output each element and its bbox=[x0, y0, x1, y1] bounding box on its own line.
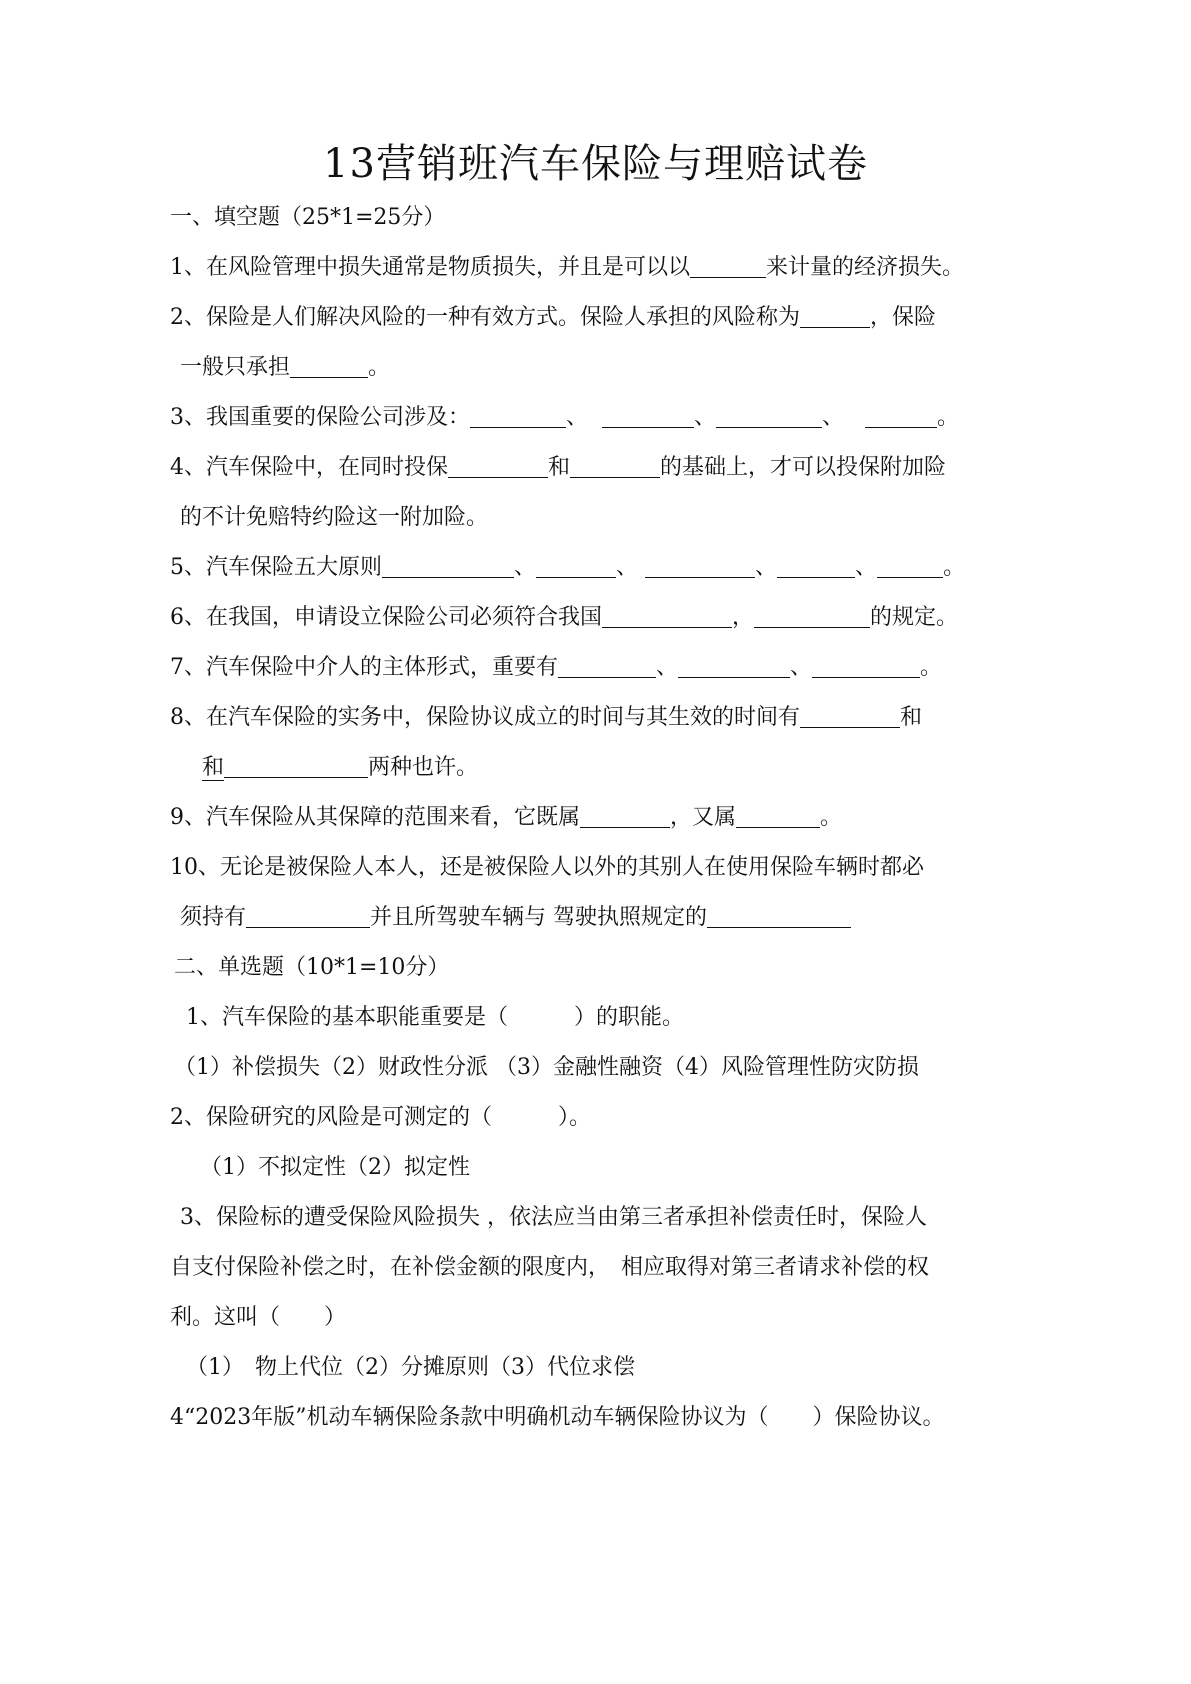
question-7-text-a: 7、汽车保险中介人的主体形式，重要有 bbox=[170, 655, 558, 680]
question-10-cont bbox=[180, 903, 851, 933]
question-4-text-b: 和 bbox=[548, 455, 571, 480]
mc-question-2-stem: 2、保险研究的风险是可测定的（ ）。 bbox=[170, 1105, 591, 1130]
question-10-text-c: 并且所驾驶车辆与 驾驶执照规定的 bbox=[370, 905, 708, 930]
answer-blank[interactable] bbox=[602, 605, 732, 628]
answer-blank[interactable] bbox=[645, 555, 755, 578]
answer-blank[interactable] bbox=[812, 655, 920, 678]
mc-question-1-stem: 1、汽车保险的基本职能重要是（ ）的职能。 bbox=[186, 1005, 684, 1030]
answer-blank[interactable] bbox=[382, 555, 514, 578]
answer-blank[interactable] bbox=[736, 805, 820, 828]
separator: 、 bbox=[616, 555, 639, 580]
answer-blank[interactable] bbox=[877, 555, 943, 578]
question-8 bbox=[170, 703, 922, 733]
separator: 、 bbox=[790, 655, 813, 680]
section-heading-fill-in: 一、填空题（25*1=25分） bbox=[170, 205, 446, 230]
question-4 bbox=[170, 453, 946, 483]
question-9-text-a: 9、汽车保险从其保障的范围来看，它既属 bbox=[170, 805, 580, 830]
mc-question-3-options[interactable]: （1） 物上代位（2）分摊原则（3）代位求偿 bbox=[186, 1355, 635, 1380]
mc-question-1-options[interactable]: （1）补偿损失（2）财政性分派 （3）金融性融资（4）风险管理性防灾防损 bbox=[174, 1055, 919, 1080]
question-6-text-b: ， bbox=[732, 605, 755, 630]
separator: 、 bbox=[694, 405, 717, 430]
answer-blank[interactable] bbox=[678, 655, 790, 678]
question-5-text-a: 5、汽车保险五大原则 bbox=[170, 555, 382, 580]
answer-blank[interactable] bbox=[777, 555, 855, 578]
question-1 bbox=[170, 253, 964, 283]
question-1-text-a: 1、在风险管理中损失通常是物质损失，并且是可以以 bbox=[170, 255, 690, 280]
question-2-cont bbox=[180, 353, 390, 383]
answer-blank[interactable] bbox=[224, 755, 368, 778]
terminator: 。 bbox=[943, 555, 966, 580]
question-4-cont bbox=[180, 503, 488, 533]
question-9 bbox=[170, 803, 842, 833]
separator: 、 bbox=[566, 405, 589, 430]
question-6-text-a: 6、在我国，申请设立保险公司必须符合我国 bbox=[170, 605, 602, 630]
terminator: 。 bbox=[937, 405, 960, 430]
answer-blank[interactable] bbox=[865, 405, 937, 428]
question-4-text-a: 4、汽车保险中，在同时投保 bbox=[170, 455, 448, 480]
question-8-text-c: 和 bbox=[202, 755, 225, 780]
answer-blank[interactable] bbox=[800, 705, 900, 728]
question-2-text-c: 一般只承担 bbox=[180, 355, 291, 380]
question-1-text-b: 来计量的经济损失。 bbox=[766, 255, 965, 280]
question-8-text-b: 和 bbox=[900, 705, 923, 730]
question-2-text-d: 。 bbox=[368, 355, 391, 380]
question-6 bbox=[170, 603, 958, 633]
mc-question-3-line-2: 自支付保险补偿之时，在补偿金额的限度内， 相应取得对第三者请求补偿的权 bbox=[170, 1255, 930, 1280]
answer-blank[interactable] bbox=[570, 455, 660, 478]
question-6-text-c: 的规定。 bbox=[870, 605, 959, 630]
page-title: 13营销班汽车保险与理赔试卷 bbox=[323, 141, 868, 187]
answer-blank[interactable] bbox=[690, 255, 766, 278]
separator: 、 bbox=[514, 555, 537, 580]
answer-blank[interactable] bbox=[580, 805, 670, 828]
question-4-text-d: 的不计免赔特约险这一附加险。 bbox=[180, 505, 489, 530]
mc-question-4-stem: 4“2023年版”机动车辆保险条款中明确机动车辆保险协议为（ ）保险协议。 bbox=[170, 1405, 945, 1430]
separator: 、 bbox=[656, 655, 679, 680]
mc-question-3-line-1: 3、保险标的遭受保险风险损失 ，依法应当由第三者承担补偿责任时，保险人 bbox=[180, 1205, 927, 1230]
question-3 bbox=[170, 403, 959, 433]
question-7 bbox=[170, 653, 942, 683]
separator: 、 bbox=[755, 555, 778, 580]
answer-blank[interactable] bbox=[716, 405, 822, 428]
question-2-text-a: 2、保险是人们解决风险的一种有效方式。保险人承担的风险称为 bbox=[170, 305, 800, 330]
separator: 、 bbox=[822, 405, 845, 430]
question-8-cont bbox=[202, 753, 478, 783]
mc-question-3-line-3: 利。这叫（ ） bbox=[170, 1305, 347, 1330]
mc-question-2-options[interactable]: （1）不拟定性（2）拟定性 bbox=[200, 1155, 470, 1180]
question-8-text-d: 两种也许。 bbox=[368, 755, 479, 780]
answer-blank[interactable] bbox=[707, 905, 851, 928]
answer-blank[interactable] bbox=[470, 405, 566, 428]
section-heading-single-choice: 二、单选题（10*1=10分） bbox=[174, 955, 450, 980]
question-10 bbox=[170, 853, 924, 883]
question-2-text-b: ，保险 bbox=[870, 305, 937, 330]
separator: 、 bbox=[855, 555, 878, 580]
answer-blank[interactable] bbox=[448, 455, 548, 478]
answer-blank[interactable] bbox=[602, 405, 694, 428]
question-8-text-a: 8、在汽车保险的实务中，保险协议成立的时间与其生效的时间有 bbox=[170, 705, 800, 730]
answer-blank[interactable] bbox=[536, 555, 616, 578]
answer-blank[interactable] bbox=[800, 305, 870, 328]
question-9-text-c: 。 bbox=[820, 805, 843, 830]
question-2 bbox=[170, 303, 936, 333]
answer-blank[interactable] bbox=[290, 355, 368, 378]
answer-blank[interactable] bbox=[754, 605, 870, 628]
question-3-text-a: 3、我国重要的保险公司涉及： bbox=[170, 405, 470, 430]
question-5 bbox=[170, 553, 965, 583]
answer-blank[interactable] bbox=[246, 905, 370, 928]
answer-blank[interactable] bbox=[558, 655, 656, 678]
question-10-text-a: 10、无论是被保险人本人，还是被保险人以外的其别人在使用保险车辆时都必 bbox=[170, 855, 924, 880]
terminator: 。 bbox=[920, 655, 943, 680]
question-10-text-b: 须持有 bbox=[180, 905, 247, 930]
question-4-text-c: 的基础上，才可以投保附加险 bbox=[660, 455, 947, 480]
question-9-text-b: ，又属 bbox=[670, 805, 737, 830]
